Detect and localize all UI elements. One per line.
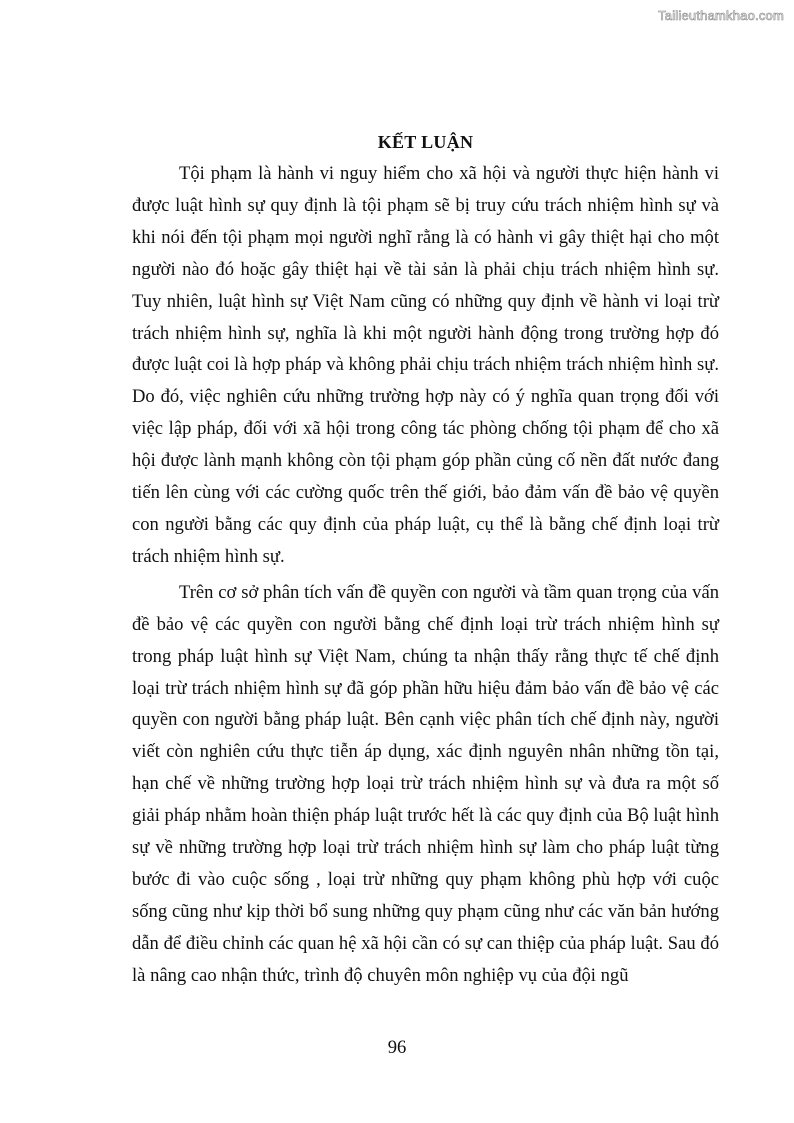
paragraph-2: Trên cơ sở phân tích vấn đề quyền con người và tầm quan trọng của vấn đề bảo vệ các quyền con người bằng chế định loại trừ trách nhiệm hình sự trong pháp luật hình sự Việt Nam, chúng ta nhận thấy rằng thực tế chế định loại trừ trách nhiệm hình sự đã góp phần hữu hiệu đảm bảo vấn đề bảo vệ các quyền con người bằng pháp luật. Bên cạnh việc phân tích chế định này, người viết còn nghiên cứu thực tiễn áp dụng, xác định nguyên nhân những tồn tại, hạn chế về những trường hợp loại trừ trách nhiệm hình sự và đưa ra một số giải pháp nhằm hoàn thiện pháp luật trước hết là các quy định của Bộ luật hình sự về những trường hợp loại trừ trách nhiệm hình sự làm cho pháp luật từng bước đi vào cuộc sống , loại trừ những quy phạm không phù hợp với cuộc sống cũng như kịp thời bổ sung những quy phạm cũng như các văn bản hướng dẫn để điều chỉnh các quan hệ xã hội cần có sự can thiệp của pháp luật. Sau đó là nâng cao nhận thức, trình độ chuyên môn nghiệp vụ của đội ngũ (132, 581, 719, 986)
page-title: KẾT LUẬN (377, 132, 474, 152)
page-body (132, 130, 719, 996)
paragraph-1: Tội phạm là hành vi nguy hiểm cho xã hội và người thực hiện hành vi được luật hình sự quy định là tội phạm sẽ bị truy cứu trách nhiệm hình sự và khi nói đến tội phạm mọi người nghĩ rằng là có hành vi gây thiệt hại cho một người nào đó hoặc gây thiệt hại về tài sản là phải chịu trách nhiệm hình sự. Tuy nhiên, luật hình sự Việt Nam cũng có những quy định về hành vi loại trừ trách nhiệm hình sự, nghĩa là khi một người hành động trong trường hợp đó được luật coi là hợp pháp và không phải chịu trách nhiệm trách nhiệm hình sự. Do đó, việc nghiên cứu những trường hợp này có ý nghĩa quan trọng đối với việc lập pháp, đối với xã hội trong công tác phòng chống tội phạm để cho xã hội được lành mạnh không còn tội phạm góp phần củng cố nền đất nước đang tiến lên cùng với các cường quốc trên thế giới, bảo đảm vấn đề bảo vệ quyền con người bằng các quy định của pháp luật, cụ thể là bằng chế định loại trừ trách nhiệm hình sự. (132, 163, 719, 567)
page-number: 96 (387, 1037, 407, 1058)
watermark: Tailieuthamkhao.com (658, 8, 784, 23)
